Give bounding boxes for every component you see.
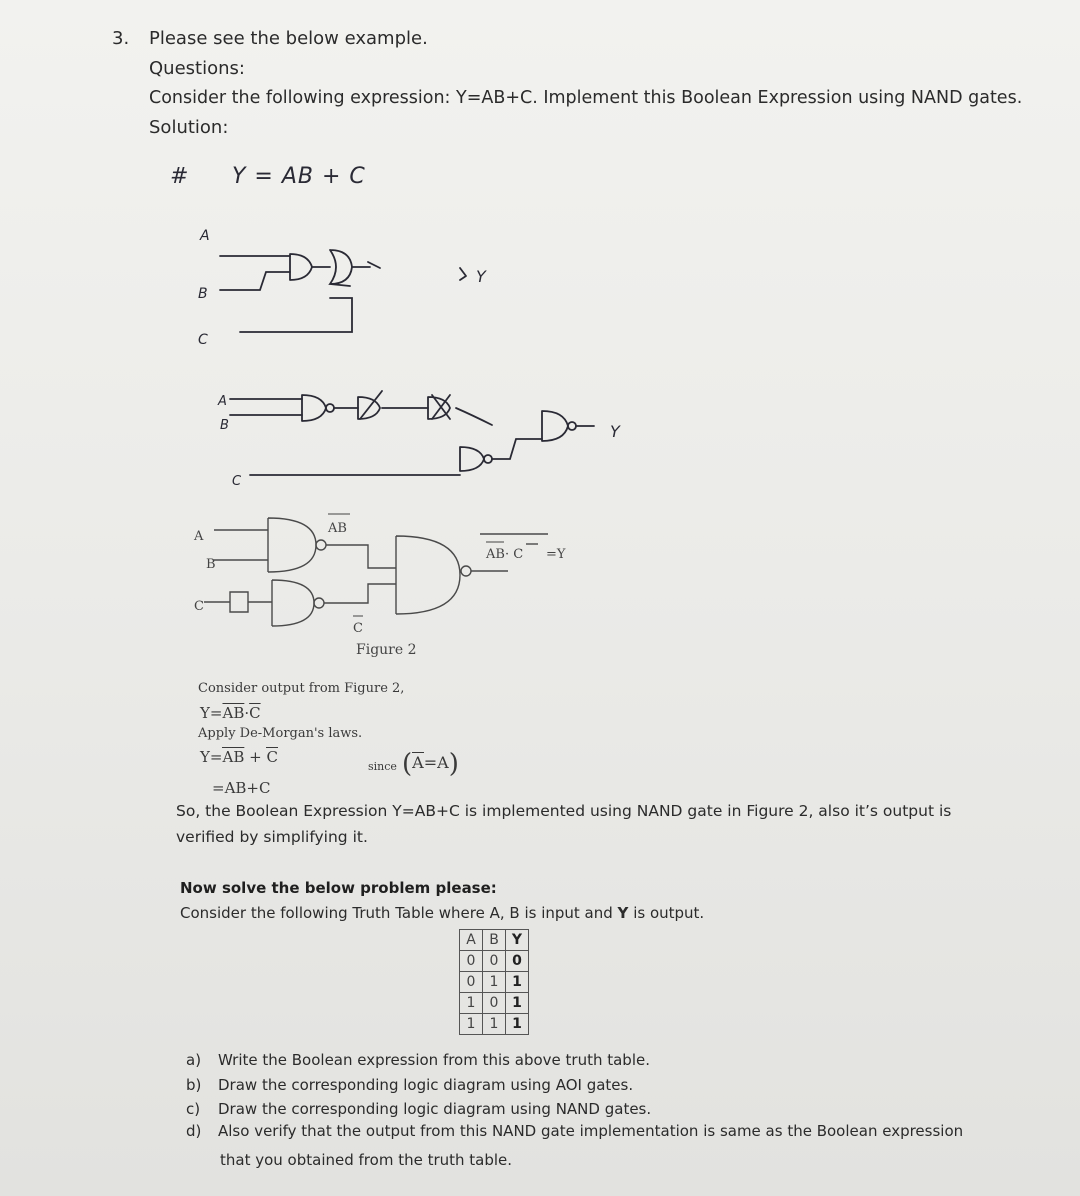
solution-label: Solution: [149, 117, 229, 138]
cell-a: 1 [460, 993, 483, 1014]
derivation-y-eq: Y= [200, 704, 223, 722]
nand-gate-out [542, 411, 568, 441]
and-gate [290, 254, 312, 280]
problem-heading: Now solve the below problem please: [180, 879, 497, 897]
task-d-text: Also verify that the output from this NAND gate implementation is same as the Boolean expression [218, 1122, 964, 1140]
cell-y: 1 [506, 1014, 529, 1035]
header-y: Y [506, 930, 529, 951]
problem-prompt [180, 904, 704, 922]
task-d-marker: d) [186, 1122, 202, 1140]
cell-b: 0 [483, 951, 506, 972]
derivation-line-4 [200, 748, 278, 766]
derivation-y-eq-2: Y= [200, 748, 223, 766]
since-eq-a: =A [423, 753, 449, 772]
fig2-output-expr: AB· C [486, 547, 524, 562]
nand-gate-c [272, 580, 314, 626]
derivation-line-3: Apply De-Morgan's laws. [198, 726, 363, 741]
cell-b: 1 [483, 1014, 506, 1035]
problem-prompt-end: is output. [628, 904, 705, 922]
problem-prompt-y: Y [617, 904, 629, 922]
task-a-marker: a) [186, 1051, 202, 1069]
nand-gate-1 [302, 395, 326, 421]
questions-label: Questions: [149, 58, 245, 79]
fig2-input-c: C [194, 599, 204, 614]
task-c-marker: c) [186, 1100, 201, 1118]
nand-gate-output [396, 536, 460, 614]
handwritten-mark: # [170, 164, 189, 189]
truth-table [459, 929, 529, 1035]
derivation-dot: · [244, 704, 250, 722]
handwritten-diagram-1 [180, 220, 510, 350]
derivation-line-1: Consider output from Figure 2, [198, 681, 405, 696]
cell-a: 0 [460, 972, 483, 993]
table-row [460, 993, 529, 1014]
task-b-marker: b) [186, 1076, 202, 1094]
diag2-label-a: A [218, 394, 227, 409]
fig2-input-b: B [206, 557, 216, 572]
conclusion-line-2: verified by simplifying it. [176, 828, 368, 846]
diag2-label-y: Y [610, 422, 620, 441]
cell-y: 0 [506, 951, 529, 972]
task-d-continued: that you obtained from the truth table. [220, 1151, 513, 1169]
derivation-c-double: $\overline{C}$ [266, 748, 278, 766]
problem-prompt-text: Consider the following Truth Table where A, B is input and [180, 904, 618, 922]
task-b-text: Draw the corresponding logic diagram using AOI gates. [218, 1076, 634, 1094]
handwritten-expression: Y = AB + C [232, 164, 366, 189]
wire-c [240, 298, 352, 332]
derivation-line-2 [200, 704, 261, 722]
or-gate [330, 250, 370, 286]
table-row [460, 1014, 529, 1035]
header-a: A [460, 930, 483, 951]
diag1-label-b: B [198, 286, 208, 302]
wire-b [220, 272, 290, 290]
fig2-output-eq: =Y [546, 547, 566, 562]
task-c-text: Draw the corresponding logic diagram using NAND gates. [218, 1100, 652, 1118]
cell-y: 1 [506, 993, 529, 1014]
conclusion-line-1: So, the Boolean Expression Y=AB+C is implemented using NAND gate in Figure 2, also it’s output is [176, 802, 952, 820]
diag1-label-y: Y [476, 267, 486, 286]
cell-y: 1 [506, 972, 529, 993]
derivation-ab: $\overline{AB}$ [222, 704, 245, 722]
derivation-line-5: =AB+C [212, 779, 271, 797]
cell-a: 0 [460, 951, 483, 972]
diag2-label-c: C [232, 474, 242, 489]
task-a-text: Write the Boolean expression from this above truth table. [218, 1051, 650, 1069]
since-expression: $(\overline{A}=A)$ [402, 749, 459, 779]
fig2-c-label: C [353, 621, 363, 636]
diag1-label-a: A [200, 228, 210, 244]
table-row [460, 972, 529, 993]
nand-gate-ab [268, 518, 316, 572]
since-word: since [368, 760, 397, 773]
truth-table-header [460, 930, 529, 951]
since-a-double: $\overline{A}$ [412, 753, 424, 772]
question-number: 3. [112, 28, 130, 49]
nand-gate-c [460, 447, 484, 471]
diag2-label-b: B [220, 418, 229, 433]
table-row [460, 951, 529, 972]
figure-caption: Figure 2 [356, 642, 417, 658]
diag1-label-c: C [198, 332, 208, 348]
derivation-ab-double: $\overline{AB}$ [222, 748, 245, 766]
figure-2-diagram [190, 508, 610, 668]
derivation-plus: + [244, 748, 267, 766]
fig2-ab-label: AB [328, 521, 347, 536]
question-prompt: Consider the following expression: Y=AB+C. Implement this Boolean Expression using NAND gates. [149, 88, 1023, 108]
cell-a: 1 [460, 1014, 483, 1035]
fig2-input-a: A [194, 529, 204, 544]
cell-b: 0 [483, 993, 506, 1014]
header-b: B [483, 930, 506, 951]
cell-b: 1 [483, 972, 506, 993]
question-intro: Please see the below example. [149, 28, 428, 49]
handwritten-diagram-2 [210, 385, 680, 495]
derivation-c: $\overline{C}$ [249, 704, 261, 722]
